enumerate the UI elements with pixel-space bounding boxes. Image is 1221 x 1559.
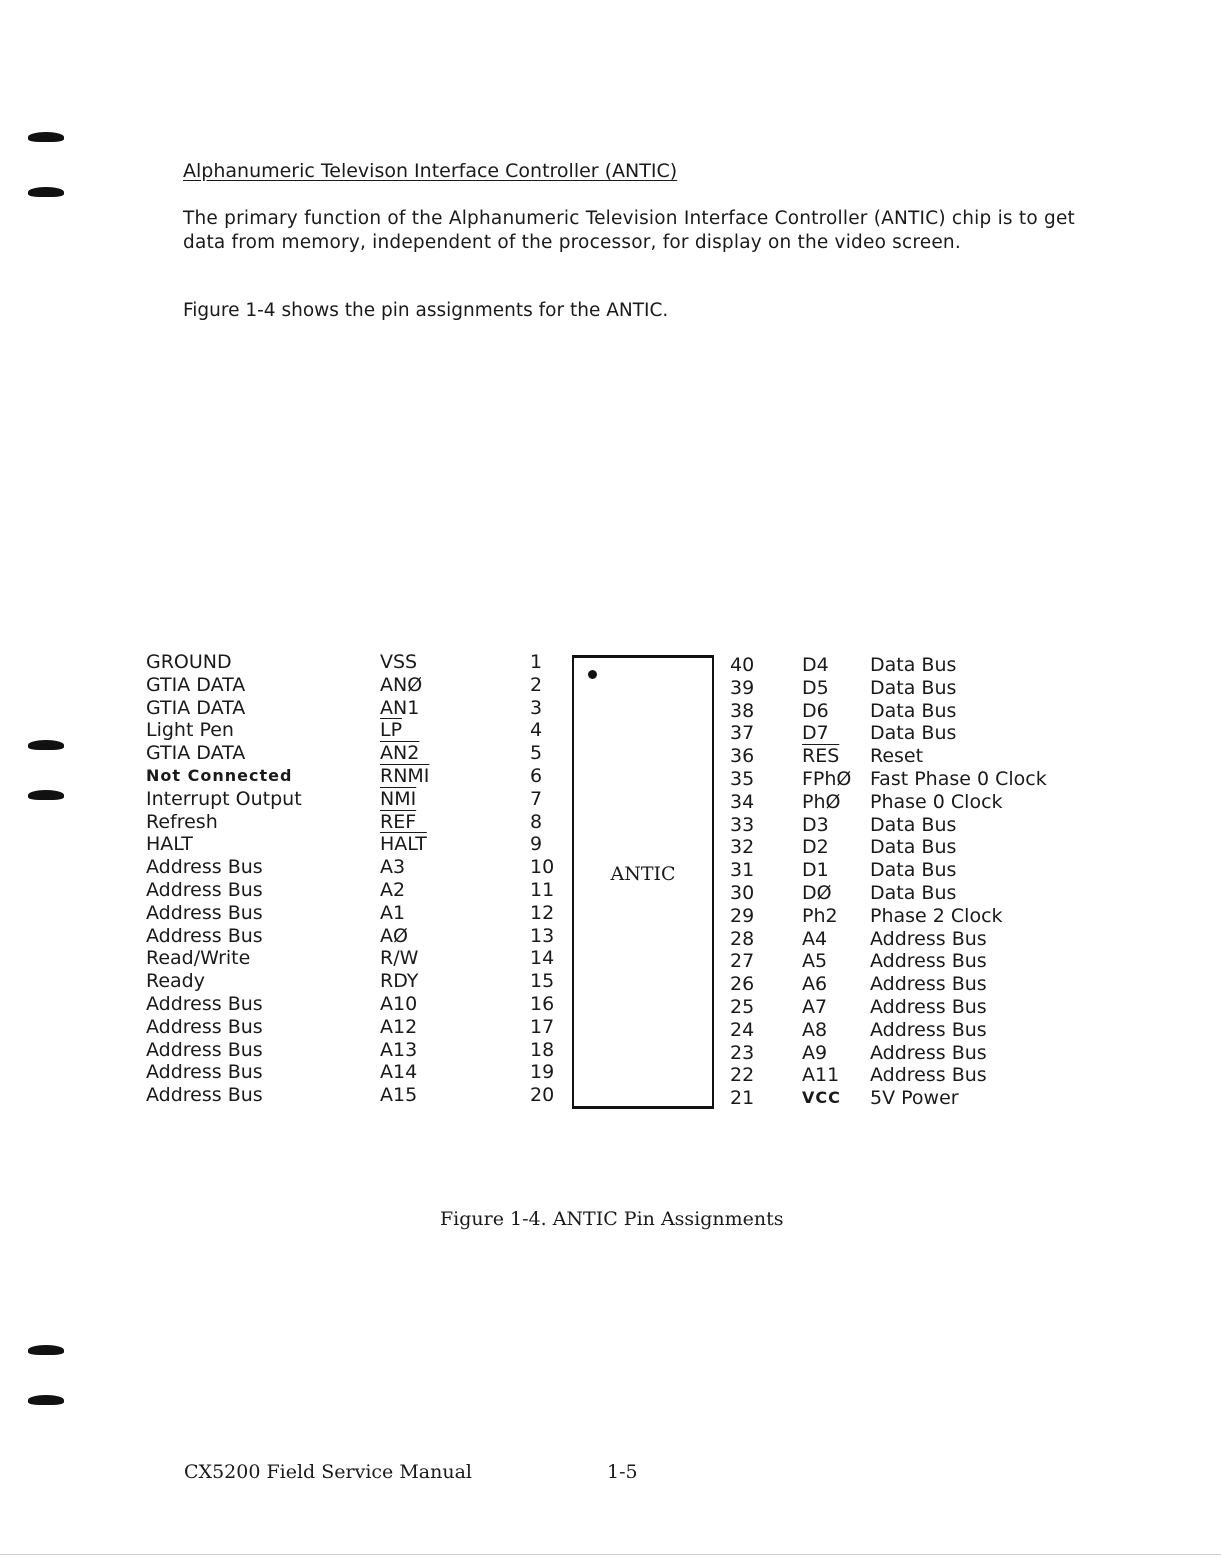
figure-reference-paragraph: Figure 1-4 shows the pin assignments for the ANTIC. bbox=[183, 300, 669, 321]
pin-number: 33 bbox=[730, 813, 755, 836]
pin-description: HALT bbox=[146, 833, 193, 856]
pin-description: Address Bus bbox=[146, 924, 263, 947]
antic-chip-outline bbox=[572, 655, 714, 1109]
pin-number: 38 bbox=[730, 699, 755, 722]
right-pin-signals bbox=[802, 654, 851, 1110]
pin-number: 9 bbox=[530, 833, 543, 856]
pin-signal: A10 bbox=[380, 992, 418, 1015]
pin-signal: RDY bbox=[380, 970, 419, 993]
left-pin-signals bbox=[380, 651, 429, 1107]
pin-description: Address Bus bbox=[870, 950, 987, 973]
binder-hole bbox=[28, 740, 64, 750]
pin-signal: D2 bbox=[802, 836, 829, 859]
pin-signal: $\overline{REF}$ bbox=[380, 810, 417, 833]
pin-number: 21 bbox=[730, 1087, 755, 1110]
pin-number: 19 bbox=[530, 1061, 555, 1084]
pin-description: Data Bus bbox=[870, 722, 957, 745]
pin-description: Phase 0 Clock bbox=[870, 790, 1003, 813]
pin-number: 39 bbox=[730, 676, 755, 699]
pin-number: 20 bbox=[530, 1084, 555, 1107]
pin-number: 16 bbox=[530, 992, 555, 1015]
pin-signal: D5 bbox=[802, 676, 829, 699]
pin-number: 18 bbox=[530, 1038, 555, 1061]
pin-description: Address Bus bbox=[870, 927, 987, 950]
pin-number: 37 bbox=[730, 722, 755, 745]
pin-description: Address Bus bbox=[146, 992, 263, 1015]
pin-signal: FPhØ bbox=[802, 767, 852, 790]
page-bottom-rule bbox=[0, 1554, 1221, 1555]
pin-signal: A3 bbox=[380, 856, 406, 879]
pin-number: 15 bbox=[530, 970, 555, 993]
pin-number: 36 bbox=[730, 745, 755, 768]
pin-number: 29 bbox=[730, 904, 755, 927]
footer-page-number: 1-5 bbox=[607, 1461, 638, 1483]
pin-description: Data Bus bbox=[870, 699, 957, 722]
pin-signal: $\overline{LP}$ bbox=[380, 719, 403, 742]
pin-description: Address Bus bbox=[146, 1061, 263, 1084]
pin-number: 10 bbox=[530, 856, 555, 879]
pin-description: Address Bus bbox=[146, 1038, 263, 1061]
pin-signal: A2 bbox=[380, 878, 406, 901]
pin-description: Address Bus bbox=[870, 995, 987, 1018]
pin-description: Data Bus bbox=[870, 654, 957, 676]
pin-signal: RNMI bbox=[380, 764, 430, 787]
pin-signal: ANØ bbox=[380, 673, 423, 696]
pin-number: 8 bbox=[530, 810, 543, 833]
pin-number: 22 bbox=[730, 1064, 755, 1087]
pin-number: 12 bbox=[530, 901, 555, 924]
pin-number: 32 bbox=[730, 836, 755, 859]
pin-signal: A8 bbox=[802, 1018, 828, 1041]
pin-number: 14 bbox=[530, 947, 555, 970]
pin-description: GTIA DATA bbox=[146, 696, 246, 719]
footer-manual-title: CX5200 Field Service Manual bbox=[184, 1461, 472, 1483]
pin-signal: A6 bbox=[802, 973, 828, 996]
pin-signal: A13 bbox=[380, 1038, 418, 1061]
pin-description: GROUND bbox=[146, 651, 232, 673]
pin-signal: HALT bbox=[380, 833, 427, 856]
pin1-marker-dot bbox=[588, 670, 597, 679]
pin-description: Address Bus bbox=[146, 1015, 263, 1038]
pin-description: Phase 2 Clock bbox=[870, 904, 1003, 927]
pin-description: Data Bus bbox=[870, 676, 957, 699]
pin-number: 26 bbox=[730, 973, 755, 996]
intro-paragraph: The primary function of the Alphanumeric Television Interface Controller (ANTIC) chip is to get data from memory, independent of the processor, for display on the video screen. bbox=[183, 208, 1075, 253]
pin-description: 5V Power bbox=[870, 1087, 959, 1110]
pin-signal: A7 bbox=[802, 995, 828, 1018]
pin-description: Fast Phase 0 Clock bbox=[870, 767, 1047, 790]
pin-signal: $\overline{NMI}$ bbox=[380, 787, 417, 810]
pin-description: Address Bus bbox=[870, 1041, 987, 1064]
pin-description: Read/Write bbox=[146, 947, 251, 970]
pin-signal: Ph2 bbox=[802, 904, 838, 927]
pin-signal: PhØ bbox=[802, 790, 841, 813]
pin-description: Refresh bbox=[146, 810, 218, 833]
pin-number: 23 bbox=[730, 1041, 755, 1064]
pin-number: 35 bbox=[730, 767, 755, 790]
binder-hole bbox=[28, 132, 64, 142]
pin-description: Ready bbox=[146, 970, 205, 993]
pin-number: 4 bbox=[530, 719, 543, 742]
pin-number: 28 bbox=[730, 927, 755, 950]
pin-description: GTIA DATA bbox=[146, 673, 246, 696]
pin-number: 11 bbox=[530, 878, 555, 901]
pin-signal: D7 bbox=[802, 722, 829, 745]
pin-signal: A9 bbox=[802, 1041, 828, 1064]
right-pin-numbers bbox=[730, 654, 754, 1110]
pin-signal: A5 bbox=[802, 950, 828, 973]
pin-signal: D3 bbox=[802, 813, 829, 836]
pin-number: 34 bbox=[730, 790, 755, 813]
pin-description: Data Bus bbox=[870, 881, 957, 904]
pin-number: 6 bbox=[530, 764, 543, 787]
pin-description: Data Bus bbox=[870, 836, 957, 859]
pin-description: Address Bus bbox=[146, 878, 263, 901]
pin-description: Data Bus bbox=[870, 813, 957, 836]
pin-signal: VSS bbox=[380, 651, 418, 673]
pin-number: 13 bbox=[530, 924, 555, 947]
pin-description: Not Connected bbox=[146, 765, 293, 785]
pin-signal: AØ bbox=[380, 924, 408, 947]
pin-number: 31 bbox=[730, 859, 755, 882]
pin-description: Interrupt Output bbox=[146, 787, 302, 810]
left-pin-descriptions bbox=[146, 651, 302, 1107]
pin-signal: VCC bbox=[802, 1088, 841, 1108]
binder-hole bbox=[28, 1395, 64, 1405]
pin-signal: $\overline{RES}$ bbox=[802, 745, 840, 768]
pin-description: Light Pen bbox=[146, 719, 234, 742]
pin-signal: A15 bbox=[380, 1084, 418, 1107]
right-pin-descriptions bbox=[870, 654, 1047, 1110]
pin-number: 17 bbox=[530, 1015, 555, 1038]
pin-signal: AN2 bbox=[380, 742, 420, 765]
pin-signal: D1 bbox=[802, 859, 829, 882]
pin-signal: D6 bbox=[802, 699, 829, 722]
pin-number: 3 bbox=[530, 696, 543, 719]
pin-number: 5 bbox=[530, 742, 543, 765]
pin-number: 25 bbox=[730, 995, 755, 1018]
pin-description: Address Bus bbox=[146, 901, 263, 924]
pin-number: 24 bbox=[730, 1018, 755, 1041]
pin-description: Data Bus bbox=[870, 859, 957, 882]
pin-description: Reset bbox=[870, 745, 924, 768]
pin-signal: A1 bbox=[380, 901, 406, 924]
binder-hole bbox=[28, 1345, 64, 1355]
chip-label: ANTIC bbox=[610, 863, 676, 885]
pin-signal: AN1 bbox=[380, 696, 420, 719]
pin-number: 40 bbox=[730, 654, 755, 676]
pin-signal: A4 bbox=[802, 927, 828, 950]
binder-hole bbox=[28, 790, 64, 800]
pin-signal: DØ bbox=[802, 881, 832, 904]
pin-signal: R/W bbox=[380, 947, 419, 970]
pin-signal: A12 bbox=[380, 1015, 418, 1038]
pin-number: 30 bbox=[730, 881, 755, 904]
pin-signal: A11 bbox=[802, 1064, 840, 1087]
pin-description: Address Bus bbox=[146, 856, 263, 879]
pin-signal: A14 bbox=[380, 1061, 418, 1084]
pin-description: GTIA DATA bbox=[146, 742, 246, 765]
pin-description: Address Bus bbox=[146, 1084, 263, 1107]
pin-signal: D4 bbox=[802, 654, 829, 676]
section-heading: Alphanumeric Televison Interface Controller (ANTIC) bbox=[183, 160, 678, 182]
binder-hole bbox=[28, 187, 64, 197]
pin-description: Address Bus bbox=[870, 1018, 987, 1041]
left-pin-numbers bbox=[530, 651, 554, 1107]
pin-number: 27 bbox=[730, 950, 755, 973]
pin-description: Address Bus bbox=[870, 973, 987, 996]
pin-number: 2 bbox=[530, 673, 543, 696]
figure-caption: Figure 1-4. ANTIC Pin Assignments bbox=[440, 1208, 784, 1230]
pin-number: 1 bbox=[530, 651, 543, 673]
pin-number: 7 bbox=[530, 787, 543, 810]
pin-description: Address Bus bbox=[870, 1064, 987, 1087]
